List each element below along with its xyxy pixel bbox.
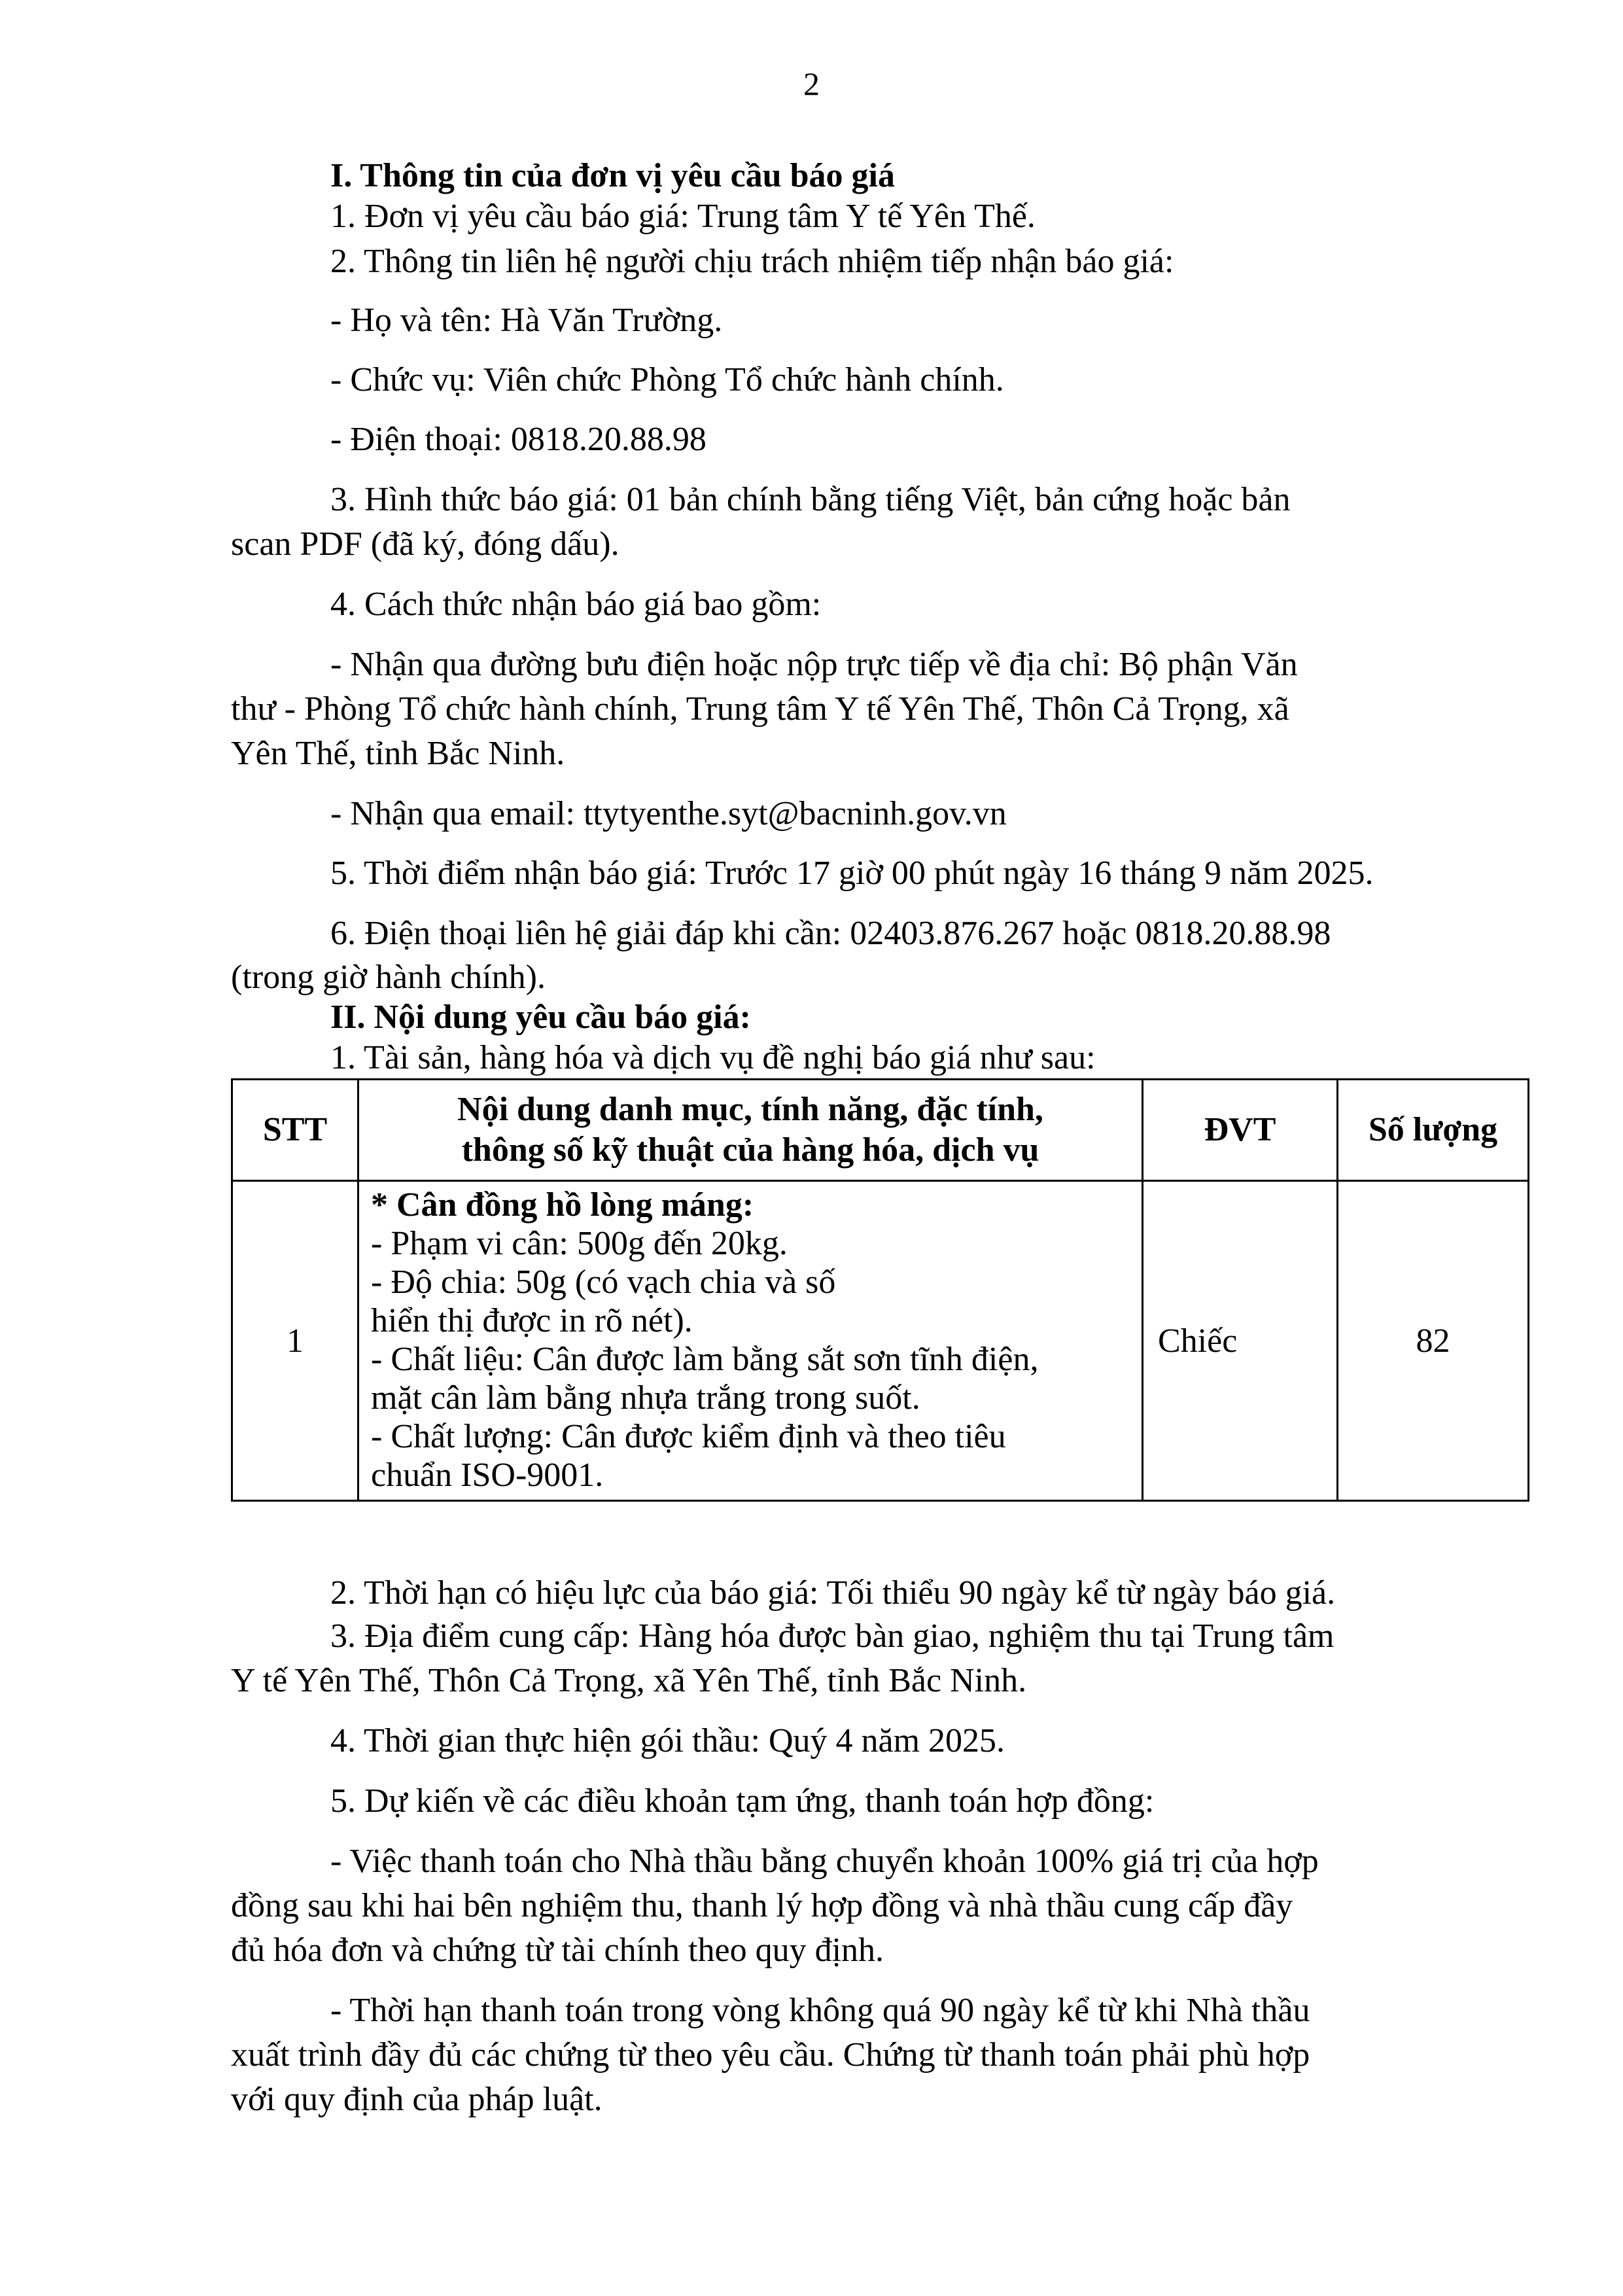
contact-position: - Chức vụ: Viên chức Phòng Tổ chức hành chính.	[330, 361, 1004, 398]
payment-clause-1-line-1: - Việc thanh toán cho Nhà thầu bằng chuyển khoản 100% giá trị của hợp	[330, 1843, 1319, 1880]
payment-clause-2-line-1: - Thời hạn thanh toán trong vòng không quá 90 ngày kể từ khi Nhà thầu	[330, 1992, 1310, 2029]
page-number: 2	[803, 65, 820, 102]
spec-line: - Phạm vi cân: 500g đến 20kg.	[371, 1225, 788, 1262]
spec-line: - Chất liệu: Cân được làm bằng sắt sơn tĩnh điện,	[371, 1341, 1039, 1378]
receive-methods-title: 4. Cách thức nhận báo giá bao gồm:	[330, 586, 822, 623]
contact-name: - Họ và tên: Hà Văn Trường.	[330, 302, 723, 339]
header-content	[358, 1080, 1143, 1181]
header-content-line-2: thông số kỹ thuật của hàng hóa, dịch vụ	[461, 1131, 1039, 1169]
receive-deadline: 5. Thời điểm nhận báo giá: Trước 17 giờ 00 phút ngày 16 tháng 9 năm 2025.	[330, 855, 1374, 892]
spec-line: - Độ chia: 50g (có vạch chia và số	[371, 1263, 836, 1301]
support-phone-line-2: (trong giờ hành chính).	[231, 959, 546, 996]
spec-line: - Chất lượng: Cân được kiểm định và theo tiêu	[371, 1418, 1006, 1455]
payment-clause-2-line-3: với quy định của pháp luật.	[231, 2081, 602, 2118]
header-content-line-1: Nội dung danh mục, tính năng, đặc tính,	[457, 1091, 1043, 1128]
table-row	[232, 1181, 1529, 1501]
row-quantity: 82	[1338, 1181, 1529, 1501]
header-stt: STT	[232, 1080, 358, 1181]
table-header-row	[232, 1080, 1529, 1181]
payment-clause-1-line-2: đồng sau khi hai bên nghiệm thu, thanh lý hợp đồng và nhà thầu cung cấp đầy	[231, 1887, 1293, 1924]
delivery-location-line-2: Y tế Yên Thế, Thôn Cả Trọng, xã Yên Thế, tỉnh Bắc Ninh.	[231, 1662, 1027, 1699]
payment-terms-title: 5. Dự kiến về các điều khoản tạm ứng, thanh toán hợp đồng:	[330, 1782, 1155, 1820]
receive-email: - Nhận qua email: ttytyenthe.syt@bacninh.gov.vn	[330, 795, 1007, 832]
item-title: * Cân đồng hồ lòng máng:	[371, 1186, 754, 1224]
quote-format-line-2: scan PDF (đã ký, đóng dấu).	[231, 525, 620, 563]
quote-format-line-1: 3. Hình thức báo giá: 01 bản chính bằng tiếng Việt, bản cứng hoặc bản	[330, 481, 1291, 518]
payment-clause-2-line-2: xuất trình đầy đủ các chứng từ theo yêu cầu. Chứng từ thanh toán phải phù hợp	[231, 2036, 1310, 2074]
quote-validity: 2. Thời hạn có hiệu lực của báo giá: Tối thiểu 90 ngày kể từ ngày báo giá.	[330, 1574, 1336, 1612]
execution-time: 4. Thời gian thực hiện gói thầu: Quý 4 năm 2025.	[330, 1722, 1005, 1759]
contact-info-title: 2. Thông tin liên hệ người chịu trách nhiệm tiếp nhận báo giá:	[330, 243, 1174, 280]
requesting-unit: 1. Đơn vị yêu cầu báo giá: Trung tâm Y tế Yên Thế.	[330, 198, 1036, 235]
goods-list-intro: 1. Tài sản, hàng hóa và dịch vụ đề nghị báo giá như sau:	[330, 1039, 1096, 1076]
spec-line: mặt cân làm bằng nhựa trắng trong suốt.	[371, 1379, 920, 1417]
support-phone-line-1: 6. Điện thoại liên hệ giải đáp khi cần: 02403.876.267 hoặc 0818.20.88.98	[330, 915, 1331, 952]
contact-phone: - Điện thoại: 0818.20.88.98	[330, 421, 707, 458]
header-quantity: Số lượng	[1338, 1080, 1529, 1181]
spec-line: chuẩn ISO-9001.	[371, 1457, 604, 1494]
row-unit: Chiếc	[1143, 1181, 1338, 1501]
header-unit: ĐVT	[1143, 1080, 1338, 1181]
payment-clause-1-line-3: đủ hóa đơn và chứng từ tài chính theo quy định.	[231, 1932, 884, 1969]
delivery-location-line-1: 3. Địa điểm cung cấp: Hàng hóa được bàn giao, nghiệm thu tại Trung tâm	[330, 1617, 1335, 1655]
receive-post-line-2: thư - Phòng Tổ chức hành chính, Trung tâm Y tế Yên Thế, Thôn Cả Trọng, xã	[231, 690, 1289, 728]
receive-post-line-3: Yên Thế, tỉnh Bắc Ninh.	[231, 735, 565, 772]
section-2-heading: II. Nội dung yêu cầu báo giá:	[330, 998, 751, 1036]
section-1-heading: I. Thông tin của đơn vị yêu cầu báo giá	[330, 157, 895, 194]
row-description	[358, 1181, 1143, 1501]
spec-line: hiển thị được in rõ nét).	[371, 1302, 693, 1339]
row-stt: 1	[232, 1181, 358, 1501]
goods-table	[231, 1078, 1529, 1502]
receive-post-line-1: - Nhận qua đường bưu điện hoặc nộp trực tiếp về địa chỉ: Bộ phận Văn	[330, 646, 1298, 683]
